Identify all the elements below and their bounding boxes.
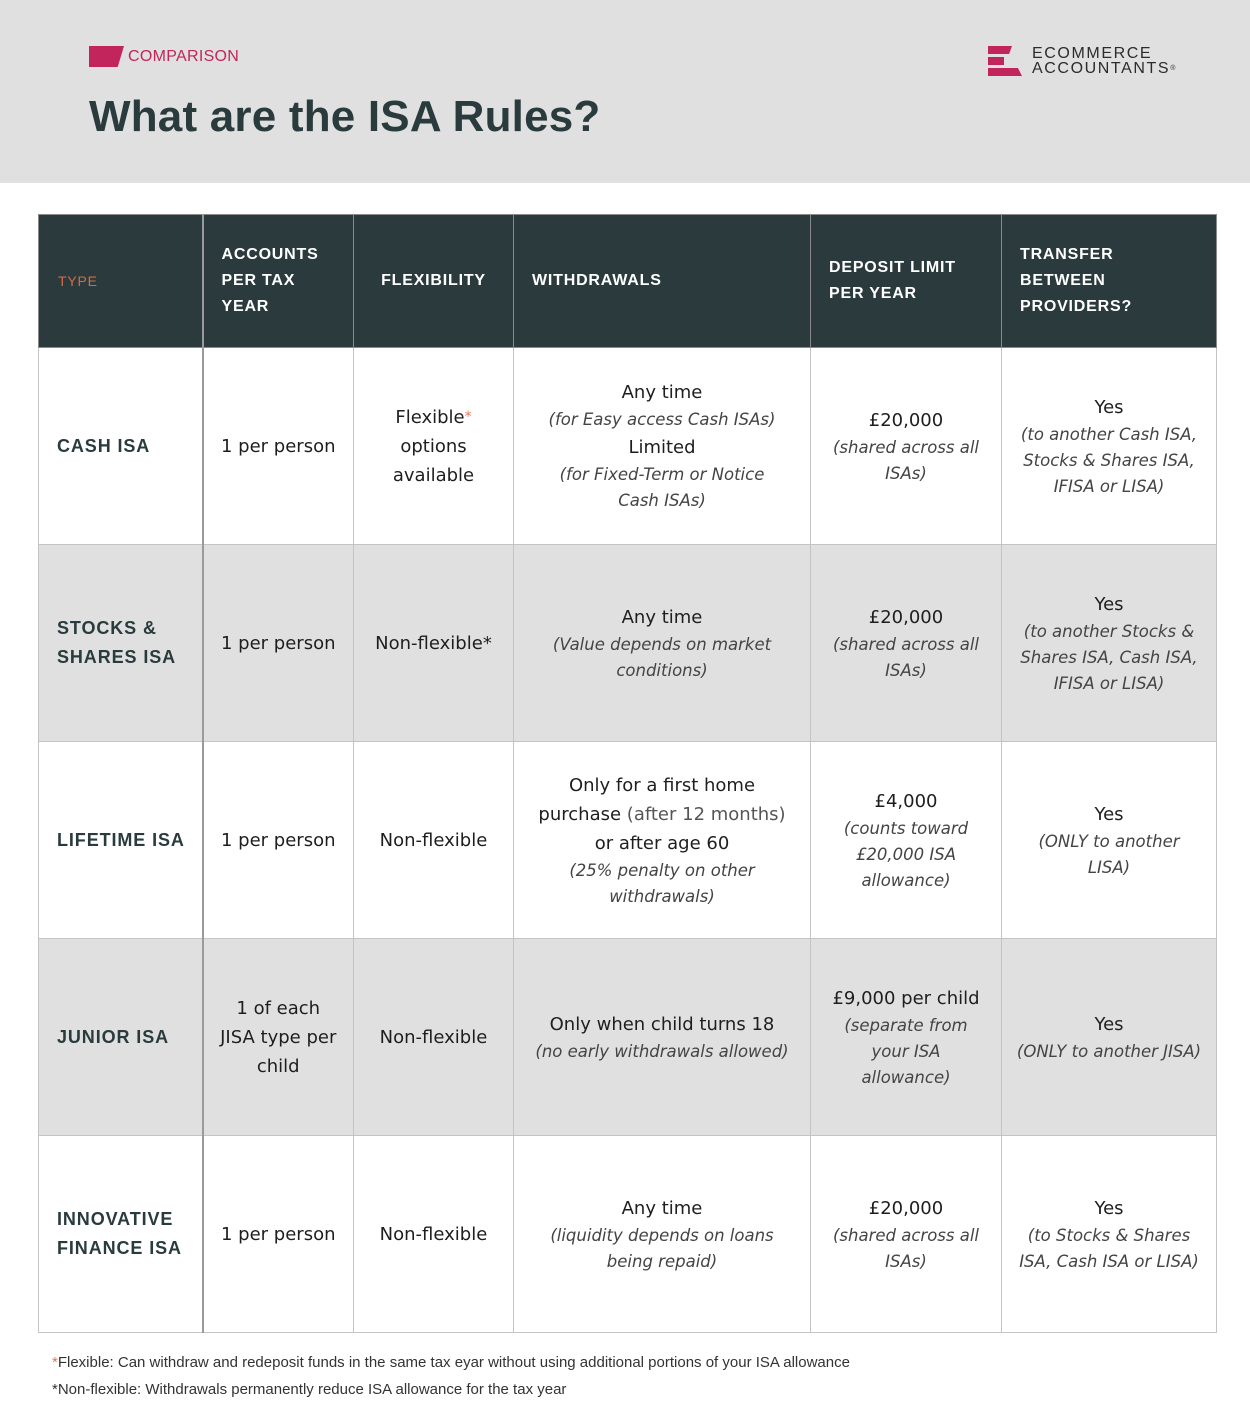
category-label: COMPARISON (128, 47, 240, 65)
deposit-cell: £9,000 per child (separate from your ISA allowance) (811, 939, 1002, 1136)
flexibility-cell: Non-flexible* (354, 545, 514, 742)
transfer-cell: Yes (to another Stocks & Shares ISA, Cash ISA, IFISA or LISA) (1002, 545, 1217, 742)
deposit-cell: £20,000 (shared across all ISAs) (811, 1136, 1002, 1333)
company-logo (988, 46, 1175, 76)
type-cell: LIFETIME ISA (39, 742, 203, 939)
withdrawals-cell: Only for a first home purchase (after 12 months) or after age 60 (25% penalty on other withdrawals) (514, 742, 811, 939)
flexibility-cell: Non-flexible (354, 939, 514, 1136)
withdrawals-cell: Any time (for Easy access Cash ISAs) Limited (for Fixed-Term or Notice Cash ISAs) (514, 348, 811, 545)
logo-e-icon (988, 46, 1024, 76)
flexibility-cell: Non-flexible (354, 1136, 514, 1333)
type-cell: INNOVATIVE FINANCE ISA (39, 1136, 203, 1333)
flexibility-cell: Non-flexible (354, 742, 514, 939)
transfer-cell: Yes (ONLY to another JISA) (1002, 939, 1217, 1136)
transfer-cell: Yes (ONLY to another LISA) (1002, 742, 1217, 939)
withdrawals-cell: Any time (Value depends on market conditions) (514, 545, 811, 742)
type-cell: CASH ISA (39, 348, 203, 545)
type-cell: STOCKS & SHARES ISA (39, 545, 203, 742)
table-row (39, 742, 1217, 939)
deposit-cell: £20,000 (shared across all ISAs) (811, 348, 1002, 545)
isa-rules-table (38, 214, 1217, 1333)
flexibility-cell: Flexible* options available (354, 348, 514, 545)
column-header-type: TYPE (39, 215, 203, 348)
page-title: What are the ISA Rules? (89, 92, 601, 141)
footnote-non-flexible: *Non-flexible: Withdrawals permanently reduce ISA allowance for the tax year (52, 1381, 567, 1398)
transfer-cell: Yes (to another Cash ISA, Stocks & Shares ISA, IFISA or LISA) (1002, 348, 1217, 545)
accounts-cell: 1 per person (203, 742, 354, 939)
deposit-cell: £4,000 (counts toward £20,000 ISA allowance) (811, 742, 1002, 939)
table-row (39, 939, 1217, 1136)
table-header-row (39, 215, 1217, 348)
footnotes (52, 1349, 850, 1403)
category-tag (89, 46, 239, 67)
type-cell: JUNIOR ISA (39, 939, 203, 1136)
deposit-cell: £20,000 (shared across all ISAs) (811, 545, 1002, 742)
column-header-deposit-limit: DEPOSIT LIMIT PER YEAR (811, 215, 1002, 348)
transfer-cell: Yes (to Stocks & Shares ISA, Cash ISA or LISA) (1002, 1136, 1217, 1333)
asterisk-icon: * (52, 1354, 58, 1371)
withdrawals-cell: Any time (liquidity depends on loans being repaid) (514, 1136, 811, 1333)
accounts-cell: 1 of each JISA type per child (203, 939, 354, 1136)
footnote-flexible: *Flexible: Can withdraw and redeposit funds in the same tax eyar without using additional portions of your ISA allowance (52, 1354, 850, 1371)
column-header-withdrawals: WITHDRAWALS (514, 215, 811, 348)
logo-text: ECOMMERCE ACCOUNTANTS® (1032, 45, 1176, 77)
accounts-cell: 1 per person (203, 348, 354, 545)
tag-flag-icon (89, 46, 124, 67)
table-row (39, 348, 1217, 545)
accounts-cell: 1 per person (203, 1136, 354, 1333)
header-band (0, 0, 1250, 183)
table-row (39, 545, 1217, 742)
column-header-accounts: ACCOUNTS PER TAX YEAR (203, 215, 354, 348)
accounts-cell: 1 per person (203, 545, 354, 742)
column-header-flexibility: FLEXIBILITY (354, 215, 514, 348)
asterisk-icon: * (464, 408, 472, 425)
withdrawals-cell: Only when child turns 18 (no early withdrawals allowed) (514, 939, 811, 1136)
column-header-transfer: TRANSFER BETWEEN PROVIDERS? (1002, 215, 1217, 348)
table-row (39, 1136, 1217, 1333)
